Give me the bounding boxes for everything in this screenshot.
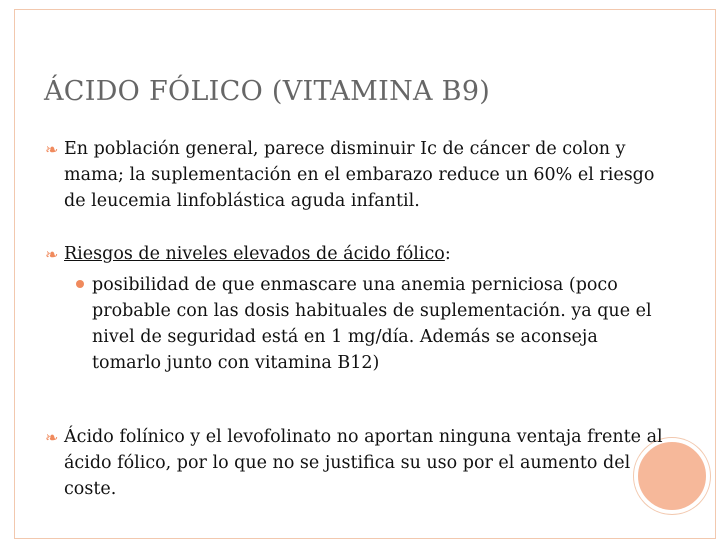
sub-bullet-1: posibilidad de que enmascare una anemia perniciosa (poco probable con las dosis habituales de suplementación. ya que el nivel de seguridad está en 1 mg/día. Además se aconseja tomarlo junto con vitamina B12) bbox=[92, 275, 652, 373]
bullet-2 bbox=[64, 241, 664, 267]
bullet-2-suffix: : bbox=[444, 244, 451, 264]
slide-title: ÁCIDO FÓLICO (VITAMINA B9) bbox=[44, 76, 491, 107]
bullet-1: En población general, parece disminuir Ic de cáncer de colon y mama; la suplementación en el embarazo reduce un 60% el riesgo de leucemia linfoblástica aguda infantil. bbox=[64, 139, 655, 211]
sub-bullet-dot-icon bbox=[76, 280, 84, 288]
bullet-marker-icon: ❧ bbox=[45, 245, 59, 264]
bullet-marker-icon: ❧ bbox=[45, 140, 59, 159]
bullet-marker-icon: ❧ bbox=[45, 428, 59, 447]
risks-link[interactable]: Riesgos de niveles elevados de ácido fólico bbox=[64, 244, 445, 264]
bullet-3: Ácido folínico y el levofolinato no aportan ninguna ventaja frente al ácido fólico, por lo que no se justifica su uso por el aumento del coste. bbox=[64, 427, 663, 499]
